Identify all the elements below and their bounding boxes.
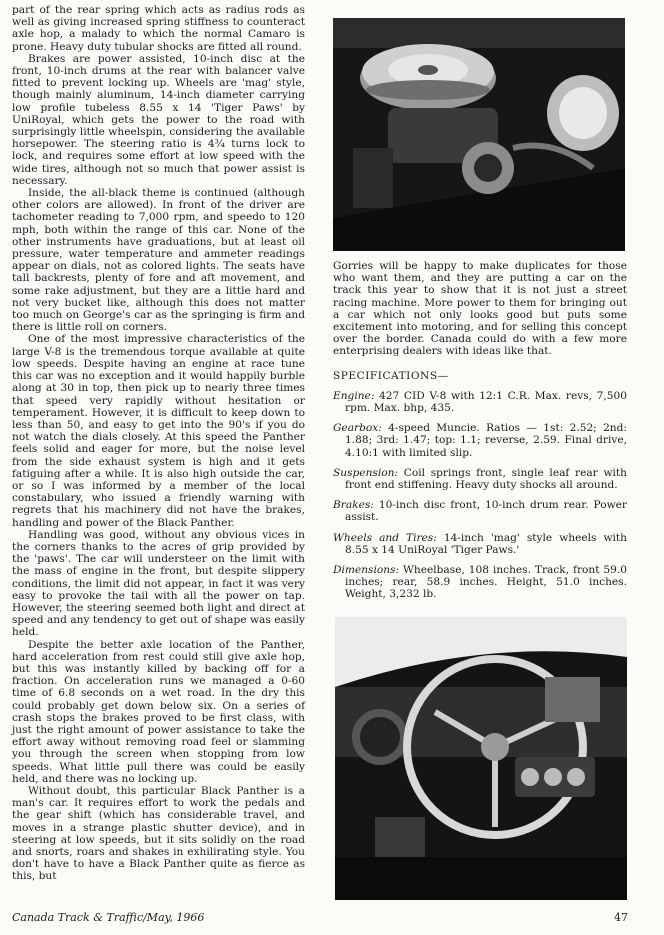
article-paragraph: Handling was good, without any obvious vices in the corners thanks to the acres of grip provided by the 'paws'. The car will understeer on the limit with the mass of engine in the front, but despite slippery conditions, the limit did not appear, in fact it was very easy to provoke the tail with all the power on tap. However, the steering seemed both light and direct at speed and any tendency to get out of shape was easily held.: [12, 528, 305, 639]
article-paragraph: Despite the better axle location of the Panther, hard acceleration from rest could still give axle hop, but this was instantly killed by backing off for a fraction. On acceleration runs we managed a 0-60 time of 6.8 seconds on a wet road. In the dry this could probably get down below six. On a series of crash stops the brakes proved to be first class, with just the right amount of power assistance to take the effort away without removing road feel or slamming you through the screen when stopping from low speeds. What little pull there was could be easily held, and there was no locking up.: [12, 638, 305, 785]
spec-value: Wheelbase, 108 inches. Track, front 59.0 inches; rear, 58.9 inches. Height, 51.0 inches. Weight, 3,232 lb.: [345, 564, 627, 601]
spec-label: Wheels and Tires:: [333, 531, 437, 544]
specifications-heading: SPECIFICATIONS—: [333, 369, 449, 382]
article-paragraph: Gorries will be happy to make duplicates for those who want them, and they are putting a car on the track this year to show that it is not just a street racing machine. More power to them for bringing out a car which not only looks good but puts some excitement into motoring, and for selling this concept over the border. Canada could do with a few more enterprising dealers with ideas like that.: [333, 260, 627, 358]
spec-gearbox: [333, 422, 627, 459]
spec-engine: [333, 390, 627, 414]
article-paragraph: Without doubt, this particular Black Panther is a man's car. It requires effort to work the pedals and the gear shift (which has considerable travel, and moves in a strange plastic shutter device), and in steering at low speeds, but it sits solidly on the road and snorts, roars and shakes in exhilirating style. You don't have to have a Black Panther quite as fierce as this, but: [12, 785, 305, 883]
spec-value: 14-inch 'mag' style wheels with 8.55 x 14 UniRoyal 'Tiger Paws.': [345, 531, 627, 556]
page-number: 47: [614, 911, 628, 924]
spec-value: 427 CID V-8 with 12:1 C.R. Max. revs, 7,500 rpm. Max. bhp, 435.: [345, 389, 627, 415]
spec-value: 10-inch disc front, 10-inch drum rear. Power assist.: [345, 499, 627, 524]
spec-wheels-tires: [333, 532, 627, 556]
dashboard-photo: [335, 617, 627, 900]
article-paragraph: Inside, the all-black theme is continued (although other colors are allowed). In front of the driver are tachometer reading to 7,000 rpm, and speedo to 120 mph, both within the range of this car. None of the other instruments have graduations, but at least oil pressure, water temperature and ammeter readings appear on dials, not as colored lights. The seats have tall backrests, plenty of fore and aft movement, and some rake adjustment, but they are a little hard and not very bucket like, although this does not matter too much on George's car as the springing is firm and there is little roll on corners.: [12, 187, 305, 334]
page-footer: [12, 911, 628, 924]
spec-label: Gearbox:: [333, 422, 382, 435]
spec-label: Engine:: [333, 389, 375, 402]
spec-label: Brakes:: [333, 499, 374, 512]
engine-photo: [333, 18, 625, 251]
spec-suspension: [333, 467, 627, 491]
spec-label: Dimensions:: [333, 564, 400, 577]
article-paragraph: part of the rear spring which acts as radius rods as well as giving increased spring stiffness to counteract axle hop, a malady to which the normal Camaro is prone. Heavy duty tubular shocks are fitted all round.: [12, 4, 305, 53]
spec-value: Coil springs front, single leaf rear with front end stiffening. Heavy duty shocks all around.: [345, 466, 627, 492]
publication-credit: Canada Track & Traffic/May, 1966: [12, 911, 205, 924]
spec-label: Suspension:: [333, 466, 398, 479]
article-paragraph: Brakes are power assisted, 10-inch disc at the front, 10-inch drums at the rear with balancer valve fitted to prevent locking up. Wheels are 'mag' style, though mainly aluminum, 14-inch diameter carrying low profile tubeless 8.55 x 14 'Tiger Paws' by UniRoyal, which gets the power to the road with surprisingly little wheelspin, considering the available horsepower. The steering ratio is 4¾ turns lock to lock, and requires some effort at low speed with the wide tires, although not so much that power assist is necessary.: [12, 52, 305, 187]
article-column-right: [333, 260, 627, 609]
article-column-left: [12, 4, 305, 883]
spec-brakes: [333, 499, 627, 523]
spec-value: 4-speed Muncie. Ratios — 1st: 2.52; 2nd: 1.88; 3rd: 1.47; top: 1.1; reverse, 2.59. Final drive, 4.10:1 with limited slip.: [345, 422, 627, 459]
article-paragraph: One of the most impressive characteristics of the large V-8 is the tremendous torque available at quite low speeds. Despite having an engine at race tune this car was no exception and it would happily burble along at 30 in top, then pick up to nearly three times that speed very rapidly without hesitation or temperament. However, it is difficult to keep down to less than 50, and easy to get into the 90's if you do not watch the dials closely. At this speed the Panther feels solid and eager for more, but the noise level from the side exhaust system is high and it gets fatiguing after a while. It is also high outside the car, or so I was informed by a member of the local constabulary, who issued a friendly warning with regrets that his machinery did not have the brakes, handling and power of the Black Panther.: [12, 333, 305, 529]
spec-dimensions: [333, 564, 627, 601]
